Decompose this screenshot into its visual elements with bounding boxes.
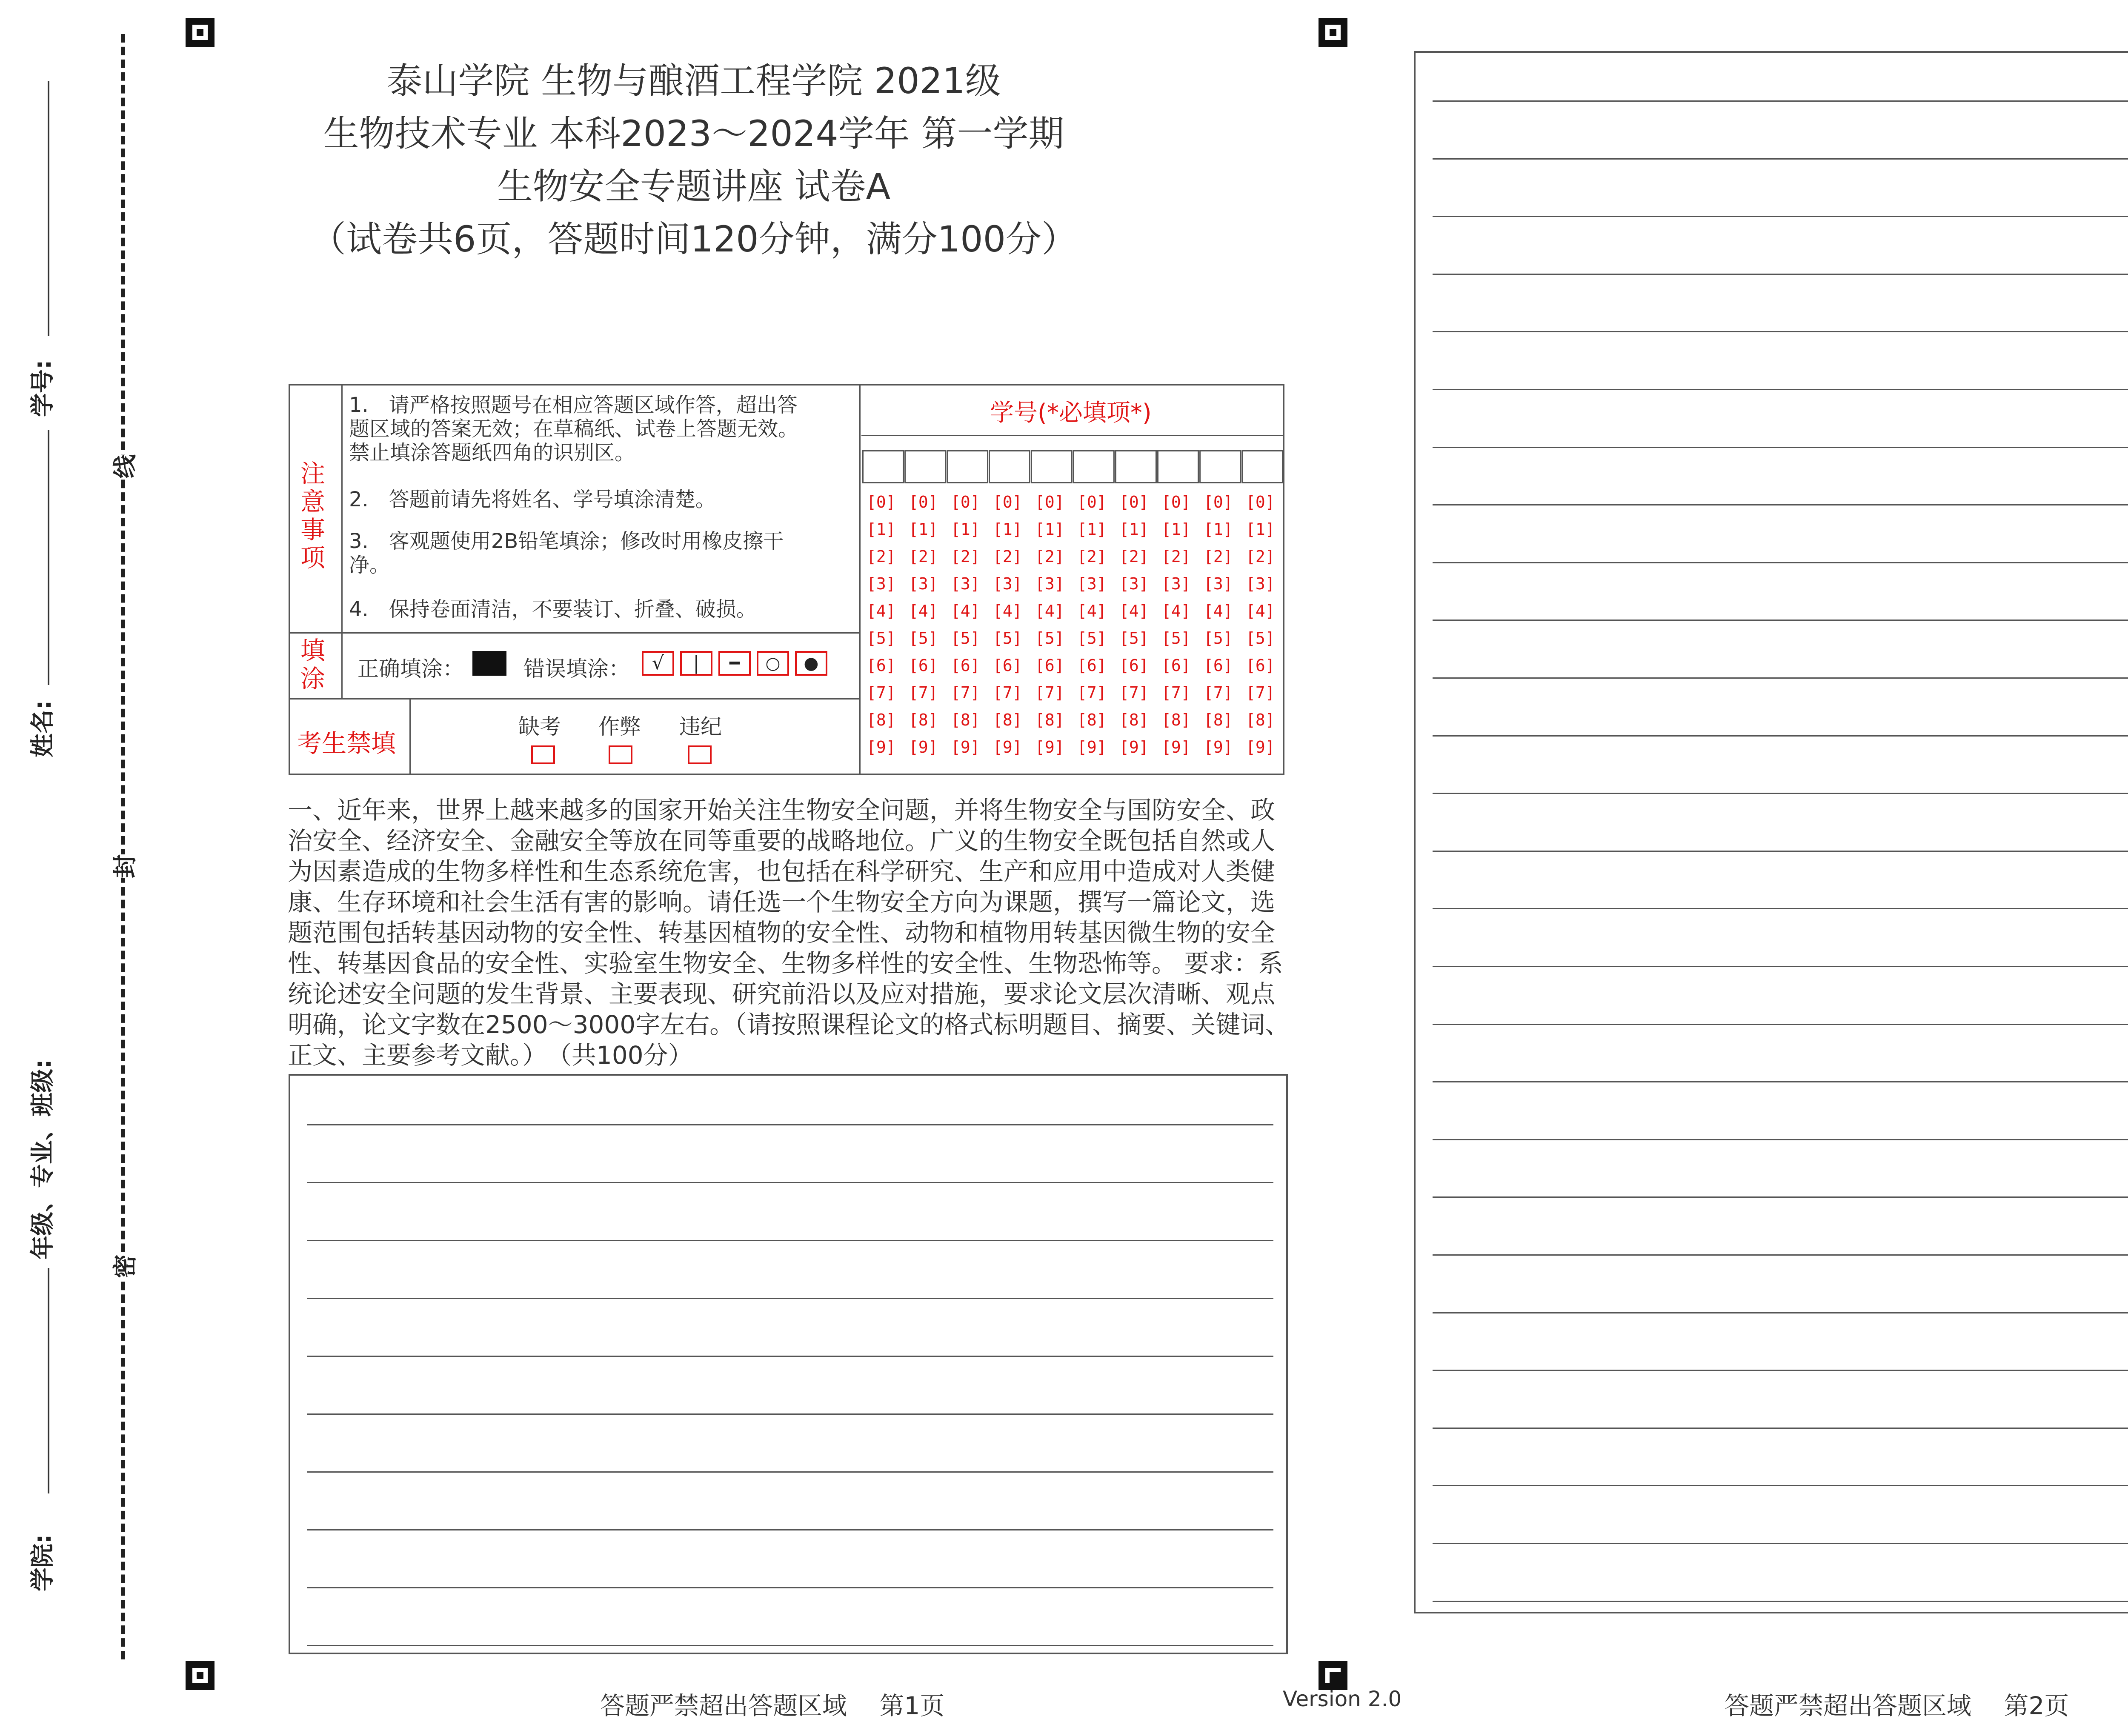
answer-line bbox=[1433, 1196, 2128, 1198]
exam-header-line-4: （试卷共6页，答题时间120分钟，满分100分） bbox=[310, 218, 1078, 260]
answer-area-page-1[interactable] bbox=[289, 1074, 1288, 1654]
notice-item-4: 4. 保持卷面清洁，不要装订、折叠、破损。 bbox=[349, 597, 757, 621]
student-id-bubble[interactable]: [8] bbox=[909, 711, 938, 729]
student-id-bubble[interactable]: [2] bbox=[1077, 547, 1107, 566]
binding-mark-line: 线 bbox=[104, 454, 143, 478]
answer-area-page-2[interactable] bbox=[1414, 51, 2128, 1613]
student-id-bubble[interactable]: [3] bbox=[1246, 574, 1275, 593]
student-id-bubble[interactable]: [3] bbox=[909, 574, 938, 593]
student-id-bubble[interactable]: [2] bbox=[909, 547, 938, 566]
student-id-title: 学号(*必填项*) bbox=[990, 399, 1152, 427]
exam-header-line-3: 生物安全专题讲座 试卷A bbox=[497, 166, 891, 207]
answer-line bbox=[1433, 216, 2128, 217]
footer-version: Version 2.0 bbox=[1283, 1687, 1402, 1711]
answer-line bbox=[307, 1587, 1273, 1588]
answer-line bbox=[1433, 966, 2128, 967]
student-id-bubble[interactable]: [6] bbox=[909, 656, 938, 675]
student-id-bubble[interactable]: [5] bbox=[1161, 629, 1191, 648]
answer-line bbox=[1433, 908, 2128, 909]
student-id-bubble[interactable]: [9] bbox=[909, 738, 938, 757]
student-id-bubble[interactable]: [3] bbox=[1204, 574, 1233, 593]
student-id-bubble[interactable]: [4] bbox=[951, 602, 980, 620]
student-id-digit-cell[interactable] bbox=[904, 450, 946, 483]
fill-title: 填 涂 bbox=[300, 636, 325, 693]
binding-mark-seal: 封 bbox=[104, 854, 143, 878]
student-id-bubble[interactable]: [1] bbox=[1119, 520, 1149, 539]
student-id-bubble[interactable]: [6] bbox=[951, 656, 980, 675]
class-blank-line bbox=[48, 1268, 49, 1493]
student-id-bubble[interactable]: [8] bbox=[1077, 711, 1107, 729]
answer-line bbox=[1433, 274, 2128, 275]
wrong-fill-sample-dash: ━ bbox=[718, 651, 751, 676]
answer-line bbox=[307, 1298, 1273, 1299]
student-id-digit-cell[interactable] bbox=[1115, 450, 1157, 483]
student-id-bubble[interactable]: [2] bbox=[1246, 547, 1275, 566]
student-id-bubble[interactable]: [7] bbox=[1204, 683, 1233, 702]
correct-fill-sample bbox=[472, 651, 506, 676]
student-id-bubble[interactable]: [9] bbox=[1161, 738, 1191, 757]
student-id-bubble[interactable]: [9] bbox=[867, 738, 896, 757]
answer-line bbox=[307, 1240, 1273, 1241]
footer-page-1: 答题严禁超出答题区域 第1页 bbox=[600, 1691, 945, 1720]
answer-line bbox=[1433, 562, 2128, 563]
student-id-bubble[interactable]: [1] bbox=[867, 520, 896, 539]
student-id-bubble[interactable]: [5] bbox=[1035, 629, 1064, 648]
side-label-student-id: 学号: bbox=[29, 360, 57, 417]
student-id-bubble[interactable]: [2] bbox=[867, 547, 896, 566]
student-id-bubble[interactable]: [1] bbox=[993, 520, 1022, 539]
correct-fill-label: 正确填涂： bbox=[358, 657, 464, 681]
student-id-bubble[interactable]: [9] bbox=[1246, 738, 1275, 757]
forbidden-checkbox-cheat[interactable] bbox=[609, 745, 632, 764]
student-id-bubble[interactable]: [4] bbox=[1077, 602, 1107, 620]
exam-header-line-2: 生物技术专业 本科2023～2024学年 第一学期 bbox=[323, 113, 1064, 154]
registration-marker-top-left bbox=[186, 18, 215, 47]
answer-line bbox=[1433, 1139, 2128, 1140]
student-id-digit-cell[interactable] bbox=[1241, 450, 1283, 483]
wrong-fill-sample-check: √ bbox=[642, 651, 674, 676]
student-id-digit-cell[interactable] bbox=[1199, 450, 1241, 483]
student-id-bubble[interactable]: [3] bbox=[1035, 574, 1064, 593]
student-id-digit-cell[interactable] bbox=[989, 450, 1030, 483]
notice-item-2: 2. 答题前请先将姓名、学号填涂清楚。 bbox=[349, 488, 716, 511]
student-id-bubble[interactable]: [8] bbox=[867, 711, 896, 729]
student-id-bubble[interactable]: [7] bbox=[993, 683, 1022, 702]
student-id-bubble[interactable]: [6] bbox=[867, 656, 896, 675]
question-1-prompt: 一、近年来，世界上越来越多的国家开始关注生物安全问题，并将生物安全与国防安全、政治安全、经济安全、金融安全等放在同等重要的战略地位。广义的生物安全既包括自然或人为因素造成的生物多样性和生态系统危害，也包括在科学研究、生产和应用中造成对人类健康、生存环境和社会生活有害的影响。请任选一个生物安全方向为课题，撰写一篇论文，选题范围包括转基因动物的安全性、转基因植物的安全性、动物和植物用转基因微生物的安全性、转基因食品的安全性、实验室生物安全、生物多样性的安全性、生物恐怖等。 要求：系统论述安全问题的发生背景、主要表现、研究前沿以及应对措施，要求论文层次清晰、观点明确，论文字数在2500～3000字左右。（请按照课程论文的格式标明题目、摘要、关键词、正文、主要参考文献。） （共100分） bbox=[288, 796, 1290, 1070]
student-id-bubble[interactable]: [4] bbox=[1035, 602, 1064, 620]
student-id-bubble[interactable]: [4] bbox=[993, 602, 1022, 620]
answer-line bbox=[307, 1182, 1273, 1183]
student-id-bubble[interactable]: [3] bbox=[1077, 574, 1107, 593]
student-id-bubble[interactable]: [7] bbox=[1035, 683, 1064, 702]
student-id-bubble[interactable]: [9] bbox=[1204, 738, 1233, 757]
answer-line bbox=[1433, 1543, 2128, 1544]
student-id-bubble[interactable]: [3] bbox=[1161, 574, 1191, 593]
wrong-fill-sample-bar: | bbox=[680, 651, 712, 676]
answer-line bbox=[1433, 1485, 2128, 1486]
student-id-bubble[interactable]: [1] bbox=[951, 520, 980, 539]
student-id-bubble[interactable]: [0] bbox=[951, 493, 980, 511]
student-id-bubble[interactable]: [8] bbox=[951, 711, 980, 729]
student-id-bubble[interactable]: [5] bbox=[951, 629, 980, 648]
student-id-bubble[interactable]: [0] bbox=[867, 493, 896, 511]
student-id-bubble[interactable]: [0] bbox=[993, 493, 1022, 511]
answer-line bbox=[1433, 1081, 2128, 1082]
student-id-bubble[interactable]: [1] bbox=[1077, 520, 1107, 539]
student-id-bubble[interactable]: [7] bbox=[951, 683, 980, 702]
student-id-bubble[interactable]: [0] bbox=[1119, 493, 1149, 511]
student-id-bubble[interactable]: [1] bbox=[1246, 520, 1275, 539]
student-id-bubble[interactable]: [5] bbox=[1077, 629, 1107, 648]
notice-item-3: 3. 客观题使用2B铅笔填涂；修改时用橡皮擦干净。 bbox=[349, 529, 784, 577]
student-id-title-underline bbox=[861, 435, 1283, 436]
wrong-fill-sample-circle: ○ bbox=[757, 651, 789, 676]
student-id-bubble[interactable]: [6] bbox=[1204, 656, 1233, 675]
forbidden-checkbox-violation[interactable] bbox=[688, 745, 712, 764]
student-id-bubble[interactable]: [2] bbox=[993, 547, 1022, 566]
student-id-bubble[interactable]: [7] bbox=[1119, 683, 1149, 702]
student-id-bubble[interactable]: [2] bbox=[1119, 547, 1149, 566]
student-id-bubble[interactable]: [3] bbox=[1119, 574, 1149, 593]
student-id-bubble[interactable]: [4] bbox=[909, 602, 938, 620]
student-id-bubble[interactable]: [2] bbox=[1161, 547, 1191, 566]
student-id-bubble[interactable]: [4] bbox=[867, 602, 896, 620]
student-id-bubble[interactable]: [4] bbox=[1246, 602, 1275, 620]
answer-line bbox=[1433, 331, 2128, 332]
forbidden-option-cheat-label: 作弊 bbox=[598, 714, 641, 739]
student-id-bubble[interactable]: [1] bbox=[1161, 520, 1191, 539]
student-id-bubble[interactable]: [1] bbox=[1204, 520, 1233, 539]
answer-line bbox=[307, 1529, 1273, 1530]
student-id-bubble[interactable]: [4] bbox=[1161, 602, 1191, 620]
side-label-class: 年级、专业、班级: bbox=[29, 1059, 57, 1259]
binding-mark-secret: 密 bbox=[104, 1254, 143, 1278]
student-id-bubble[interactable]: [1] bbox=[1035, 520, 1064, 539]
student-id-bubble[interactable]: [0] bbox=[909, 493, 938, 511]
answer-line bbox=[307, 1124, 1273, 1125]
student-id-digit-cell[interactable] bbox=[862, 450, 904, 483]
student-id-bubble[interactable]: [6] bbox=[1119, 656, 1149, 675]
student-id-bubble[interactable]: [5] bbox=[1204, 629, 1233, 648]
student-id-bubble[interactable]: [9] bbox=[1035, 738, 1064, 757]
student-id-bubble[interactable]: [3] bbox=[951, 574, 980, 593]
student-id-bubble[interactable]: [7] bbox=[1246, 683, 1275, 702]
student-id-bubble[interactable]: [0] bbox=[1077, 493, 1107, 511]
student-id-bubble[interactable]: [7] bbox=[909, 683, 938, 702]
student-id-bubble[interactable]: [9] bbox=[1077, 738, 1107, 757]
student-id-bubble[interactable]: [9] bbox=[993, 738, 1022, 757]
wrong-fill-label: 错误填涂： bbox=[523, 657, 630, 681]
answer-line bbox=[307, 1356, 1273, 1357]
student-id-bubble[interactable]: [0] bbox=[1161, 493, 1191, 511]
answer-line bbox=[1433, 620, 2128, 621]
student-id-bubble[interactable]: [1] bbox=[909, 520, 938, 539]
answer-line bbox=[1433, 677, 2128, 679]
student-id-bubble[interactable]: [3] bbox=[867, 574, 896, 593]
forbidden-title: 考生禁填 bbox=[297, 729, 396, 758]
student-id-bubble[interactable]: [2] bbox=[1204, 547, 1233, 566]
answer-line bbox=[1433, 1428, 2128, 1429]
forbidden-checkbox-absent[interactable] bbox=[531, 745, 555, 764]
student-id-bubble[interactable]: [6] bbox=[993, 656, 1022, 675]
student-id-bubble[interactable]: [6] bbox=[1035, 656, 1064, 675]
answer-line bbox=[1433, 793, 2128, 794]
notice-item-1: 1. 请严格按照题号在相应答题区域作答，超出答题区域的答案无效；在草稿纸、试卷上答题无效。禁止填涂答题纸四角的识别区。 bbox=[349, 393, 799, 465]
student-id-bubble[interactable]: [8] bbox=[993, 711, 1022, 729]
answer-line bbox=[1433, 1601, 2128, 1602]
student-id-bubble[interactable]: [2] bbox=[1035, 547, 1064, 566]
student-id-bubble[interactable]: [5] bbox=[867, 629, 896, 648]
forbidden-option-violation-label: 违纪 bbox=[679, 714, 722, 739]
exam-header-line-1: 泰山学院 生物与酿酒工程学院 2021级 bbox=[386, 60, 1001, 102]
student-id-bubble[interactable]: [9] bbox=[951, 738, 980, 757]
answer-line bbox=[1433, 504, 2128, 505]
answer-line bbox=[307, 1413, 1273, 1415]
name-blank-line bbox=[48, 430, 49, 685]
student-id-bubble[interactable]: [0] bbox=[1246, 493, 1275, 511]
student-id-bubble[interactable]: [7] bbox=[867, 683, 896, 702]
answer-line bbox=[1433, 851, 2128, 852]
notice-title: 注 意 事 项 bbox=[300, 459, 325, 572]
student-id-digit-cell[interactable] bbox=[1031, 450, 1073, 483]
student-id-bubble[interactable]: [8] bbox=[1035, 711, 1064, 729]
binding-dashed-line bbox=[121, 34, 125, 1659]
student-id-bubble[interactable]: [7] bbox=[1161, 683, 1191, 702]
student-id-digit-cell[interactable] bbox=[1073, 450, 1115, 483]
forbidden-option-absent-label: 缺考 bbox=[518, 714, 561, 739]
student-id-bubble[interactable]: [5] bbox=[909, 629, 938, 648]
student-id-bubble[interactable]: [0] bbox=[1035, 493, 1064, 511]
student-id-bubble[interactable]: [6] bbox=[1161, 656, 1191, 675]
student-id-digit-cell[interactable] bbox=[947, 450, 988, 483]
student-id-bubble[interactable]: [9] bbox=[1119, 738, 1149, 757]
student-id-bubble[interactable]: [5] bbox=[1119, 629, 1149, 648]
answer-line bbox=[1433, 735, 2128, 737]
student-id-bubble[interactable]: [0] bbox=[1204, 493, 1233, 511]
answer-line bbox=[1433, 1312, 2128, 1313]
answer-line bbox=[1433, 1370, 2128, 1371]
answer-line bbox=[1433, 389, 2128, 390]
student-id-bubble[interactable]: [5] bbox=[1246, 629, 1275, 648]
answer-line bbox=[1433, 158, 2128, 160]
answer-line bbox=[1433, 1024, 2128, 1025]
student-id-bubble[interactable]: [6] bbox=[1246, 656, 1275, 675]
student-id-bubble[interactable]: [4] bbox=[1119, 602, 1149, 620]
student-id-bubble[interactable]: [8] bbox=[1204, 711, 1233, 729]
student-id-bubble[interactable]: [7] bbox=[1077, 683, 1107, 702]
student-id-bubble[interactable]: [6] bbox=[1077, 656, 1107, 675]
student-id-bubble[interactable]: [4] bbox=[1204, 602, 1233, 620]
wrong-fill-sample-dot: ● bbox=[795, 651, 827, 676]
answer-line bbox=[1433, 447, 2128, 448]
student-id-bubble[interactable]: [3] bbox=[993, 574, 1022, 593]
side-label-college: 学院: bbox=[29, 1534, 57, 1591]
registration-marker-bottom-left bbox=[186, 1661, 215, 1690]
student-id-blank-line bbox=[48, 81, 49, 336]
student-id-digit-cell[interactable] bbox=[1157, 450, 1199, 483]
answer-line bbox=[307, 1471, 1273, 1473]
answer-line bbox=[1433, 1254, 2128, 1256]
student-id-bubble[interactable]: [8] bbox=[1119, 711, 1149, 729]
registration-marker-bottom-center bbox=[1319, 1661, 1347, 1690]
answer-line bbox=[1433, 100, 2128, 102]
registration-marker-top-center bbox=[1319, 18, 1347, 47]
student-id-bubble[interactable]: [8] bbox=[1246, 711, 1275, 729]
student-id-bubble[interactable]: [8] bbox=[1161, 711, 1191, 729]
footer-page-2: 答题严禁超出答题区域 第2页 bbox=[1725, 1691, 2069, 1720]
student-id-bubble[interactable]: [5] bbox=[993, 629, 1022, 648]
student-id-bubble[interactable]: [2] bbox=[951, 547, 980, 566]
answer-line bbox=[307, 1645, 1273, 1646]
side-label-name: 姓名: bbox=[29, 700, 57, 757]
